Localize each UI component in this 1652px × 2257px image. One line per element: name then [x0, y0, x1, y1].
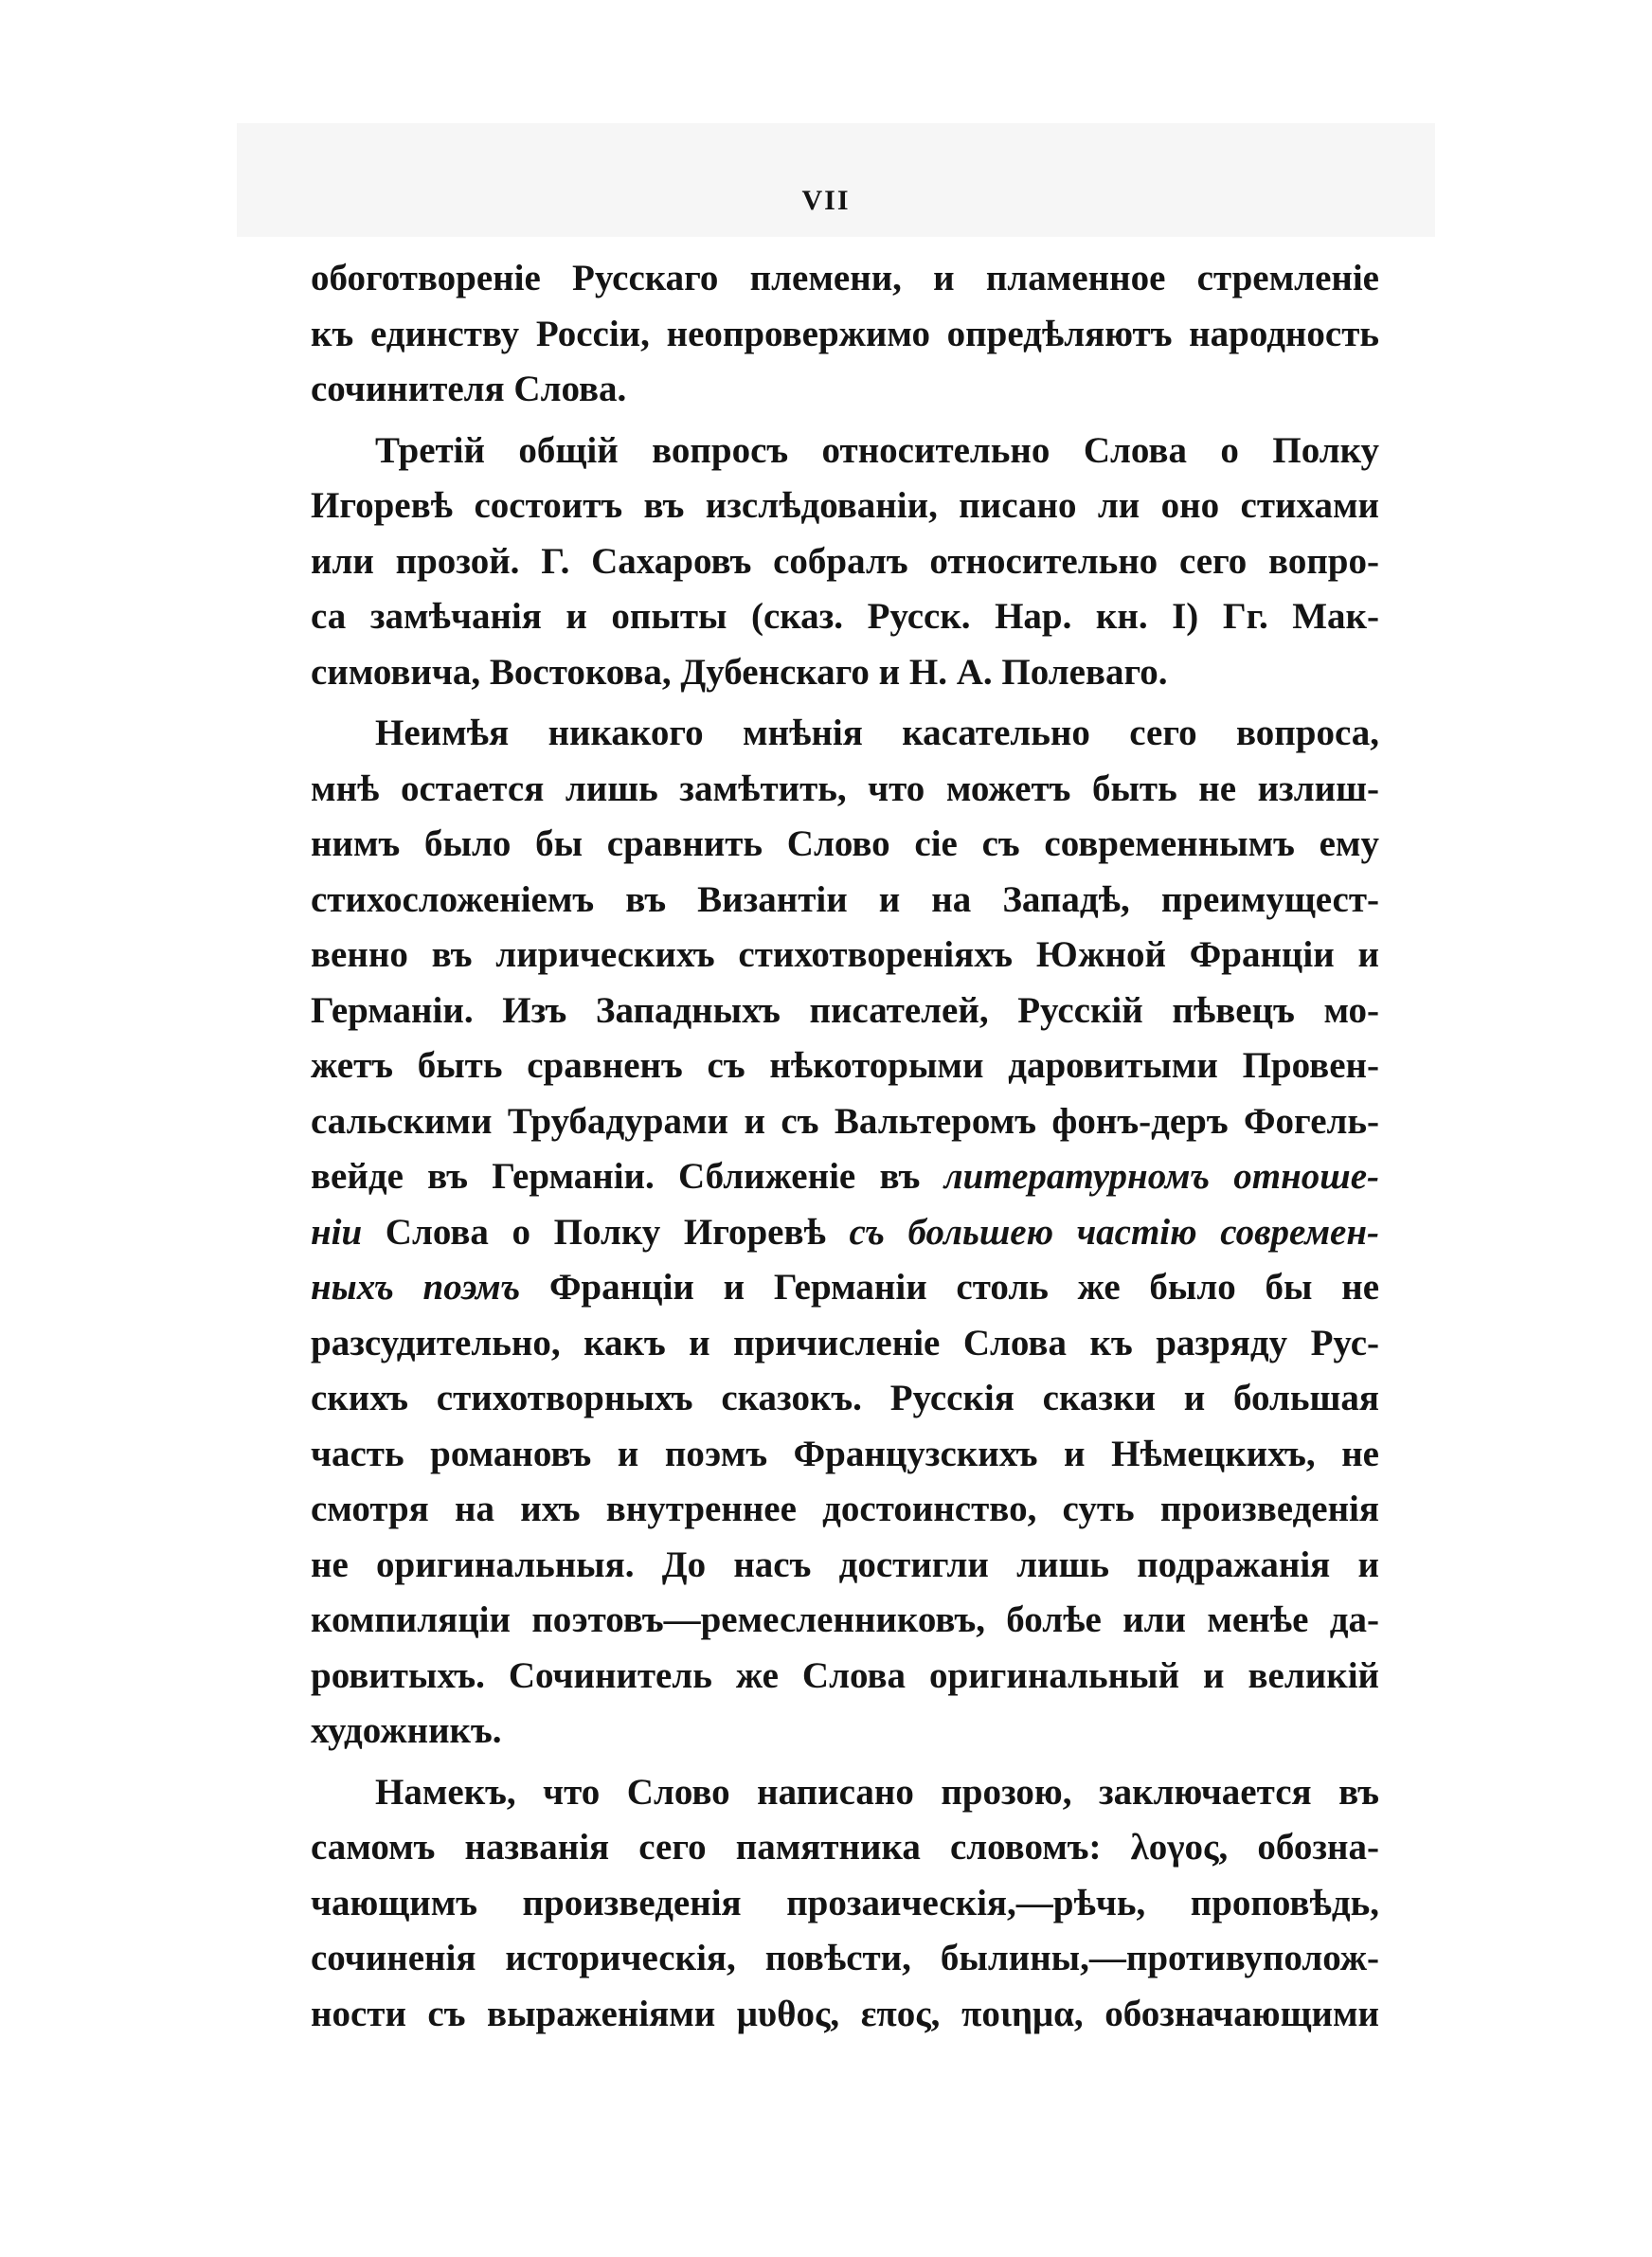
text-line: Неимѣя никакого мнѣнiя касательно сего вопроса,: [375, 713, 1379, 753]
text-line: смотря на ихъ внутреннее достоинство, суть произведенiя: [311, 1489, 1379, 1529]
text-line: симовича, Востокова, Дубенскаго и Н. А. Полеваго.: [311, 651, 1168, 693]
text-line: самомъ названiя сего памятника словомъ: λογος, обозна-: [311, 1827, 1379, 1868]
text-line: ровитыхъ. Сочинитель же Слова оригинальный и великiй: [311, 1654, 1379, 1696]
text-segment: Францiи и Германiи столь же было бы не: [520, 1267, 1379, 1308]
text-line: сальскими Трубадурами и съ Вальтеромъ фонъ-деръ Фогель-: [311, 1100, 1379, 1142]
text-line: сочиненiя историческiя, повѣсти, былины,—противуполож-: [311, 1938, 1379, 1978]
text-line: Игоревѣ состоитъ въ изслѣдованiи, писано ли оно стихами: [311, 485, 1379, 526]
italic-segment: съ большею частiю современ-: [849, 1211, 1379, 1253]
text-line: стихосложенiемъ въ Византiи и на Западѣ, преимущест-: [311, 878, 1379, 920]
text-body: [311, 251, 1379, 2042]
italic-segment: нiи: [311, 1211, 363, 1253]
text-line: Третiй общiй вопросъ относительно Слова о Полку: [375, 429, 1379, 471]
text-line: сочинителя Слова.: [311, 369, 627, 409]
text-line: не оригинальныя. До насъ достигли лишь подражанiя и: [311, 1544, 1379, 1585]
text-line: часть романовъ и поэмъ Французскихъ и Нѣмецкихъ, не: [311, 1433, 1379, 1474]
text-line: обоготворенiе Русскаго племени, и пламенное стремленiе: [311, 258, 1379, 298]
text-line: къ единству Россiи, неопровержимо опредѣляютъ народность: [311, 313, 1379, 354]
text-line: разсудительно, какъ и причисленiе Слова къ разряду Рус-: [311, 1322, 1379, 1363]
italic-segment: литературномъ отноше-: [943, 1156, 1380, 1197]
italic-segment: ныхъ поэмъ: [311, 1267, 521, 1308]
text-line: Германiи. Изъ Западныхъ писателей, Русскiй пѣвецъ мо-: [311, 989, 1379, 1031]
text-line: нимъ было бы сравнить Слово сiе съ современнымъ ему: [311, 823, 1379, 864]
text-segment: Слова о Полку Игоревѣ: [362, 1211, 850, 1253]
text-line-mixed: [311, 1260, 1379, 1316]
text-line: компиляцiи поэтовъ—ремесленниковъ, болѣе или менѣе да-: [311, 1599, 1379, 1640]
text-line: скихъ стихотворныхъ сказокъ. Русскiя сказки и большая: [311, 1378, 1379, 1418]
text-line: чающимъ произведенiя прозаическiя,—рѣчь, проповѣдь,: [311, 1882, 1379, 1923]
text-segment: вейде въ Германiи. Сближенiе въ: [311, 1156, 944, 1197]
scan-shade: [237, 123, 1435, 237]
text-line: или прозой. Г. Сахаровъ собралъ относительно сего вопро-: [311, 540, 1379, 582]
text-line: жетъ быть сравненъ съ нѣкоторыми даровитыми Провен-: [311, 1045, 1379, 1086]
text-line-mixed: [311, 1149, 1379, 1205]
text-line-mixed: [311, 1205, 1379, 1261]
text-line: мнѣ остается лишь замѣтить, что можетъ быть не излиш-: [311, 767, 1379, 809]
text-line: венно въ лирическихъ стихотворенiяхъ Южной Францiи и: [311, 934, 1379, 975]
text-line: ности съ выраженiями μυθος, επος, ποιημα, обозначающими: [311, 1993, 1379, 2034]
text-line: художникъ.: [311, 1710, 502, 1751]
page-number: VII: [801, 185, 851, 216]
text-line: Намекъ, что Слово написано прозою, заключается въ: [375, 1771, 1379, 1813]
text-line: са замѣчанiя и опыты (сказ. Русск. Нар. кн. I) Гг. Мак-: [311, 596, 1379, 637]
